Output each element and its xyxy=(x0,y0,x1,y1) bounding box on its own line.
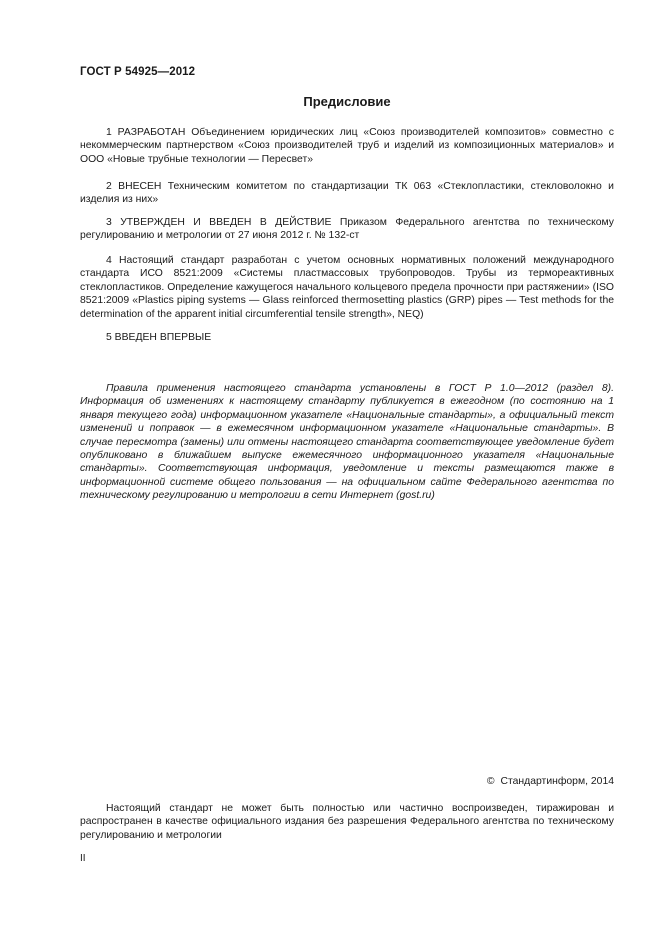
copyright-text: Стандартинформ, 2014 xyxy=(500,776,614,787)
copyright-icon: © xyxy=(486,776,495,787)
page-number: II xyxy=(80,853,86,864)
foreword-item-3: 3 УТВЕРЖДЕН И ВВЕДЕН В ДЕЙСТВИЕ Приказом Федерального агентства по техническому регулированию и метрологии от 27 июня 2012 г. № 132-ст xyxy=(80,217,614,242)
foreword-item-2: 2 ВНЕСЕН Техническим комитетом по стандартизации ТК 063 «Стеклопластики, стекловолокно и изделия из них» xyxy=(80,181,614,206)
foreword-item-5: 5 ВВЕДЕН ВПЕРВЫЕ xyxy=(106,332,212,343)
foreword-item-1: 1 РАЗРАБОТАН Объединением юридических лиц «Союз производителей композитов» совместно с некоммерческим партнерством «Союз производителей труб и изделий из композиционных материалов» и ООО «Новые трубные технологии — Пересвет» xyxy=(80,127,614,165)
foreword-item-4: 4 Настоящий стандарт разработан с учетом основных нормативных положений международного стандарта ИСО 8521:2009 «Системы пластмассовых трубопроводов. Трубы из термореактивных стеклопластиков. Определение кажущегося начального кольцевого предела прочности при растяжении» (ISO 8521:2009 «Plastics piping systems — Glass reinforced thermosetting plastics (GRP) pipes — Test methods for the determination of the apparent initial circumferential tensile strength», NEQ) xyxy=(80,255,614,320)
copyright-line xyxy=(487,776,614,787)
rules-notice: Правила применения настоящего стандарта установлены в ГОСТ Р 1.0—2012 (раздел 8). Информация об изменениях к настоящему стандарту публикуется в ежегодном (по состоянию на 1 января текущего года) информационном указателе «Национальные стандарты», а официальный текст изменений и поправок — в ежемесячном информационном указателе «Национальные стандарты». В случае пересмотра (замены) или отмены настоящего стандарта соответствующее уведомление будет опубликовано в ближайшем выпуске ежемесячного информационного указателя «Национальные стандарты». Соответствующая информация, уведомление и тексты размещаются также в информационной системе общего пользования — на официальном сайте Федерального агентства по техническому регулированию и метрологии в сети Интернет (gost.ru) xyxy=(80,383,614,502)
section-title: Предисловие xyxy=(303,94,391,109)
reproduction-notice: Настоящий стандарт не может быть полностью или частично воспроизведен, тиражирован и распространен в качестве официального издания без разрешения Федерального агентства по техническому регулированию и метрологии xyxy=(80,803,614,841)
document-code: ГОСТ Р 54925—2012 xyxy=(80,66,196,78)
